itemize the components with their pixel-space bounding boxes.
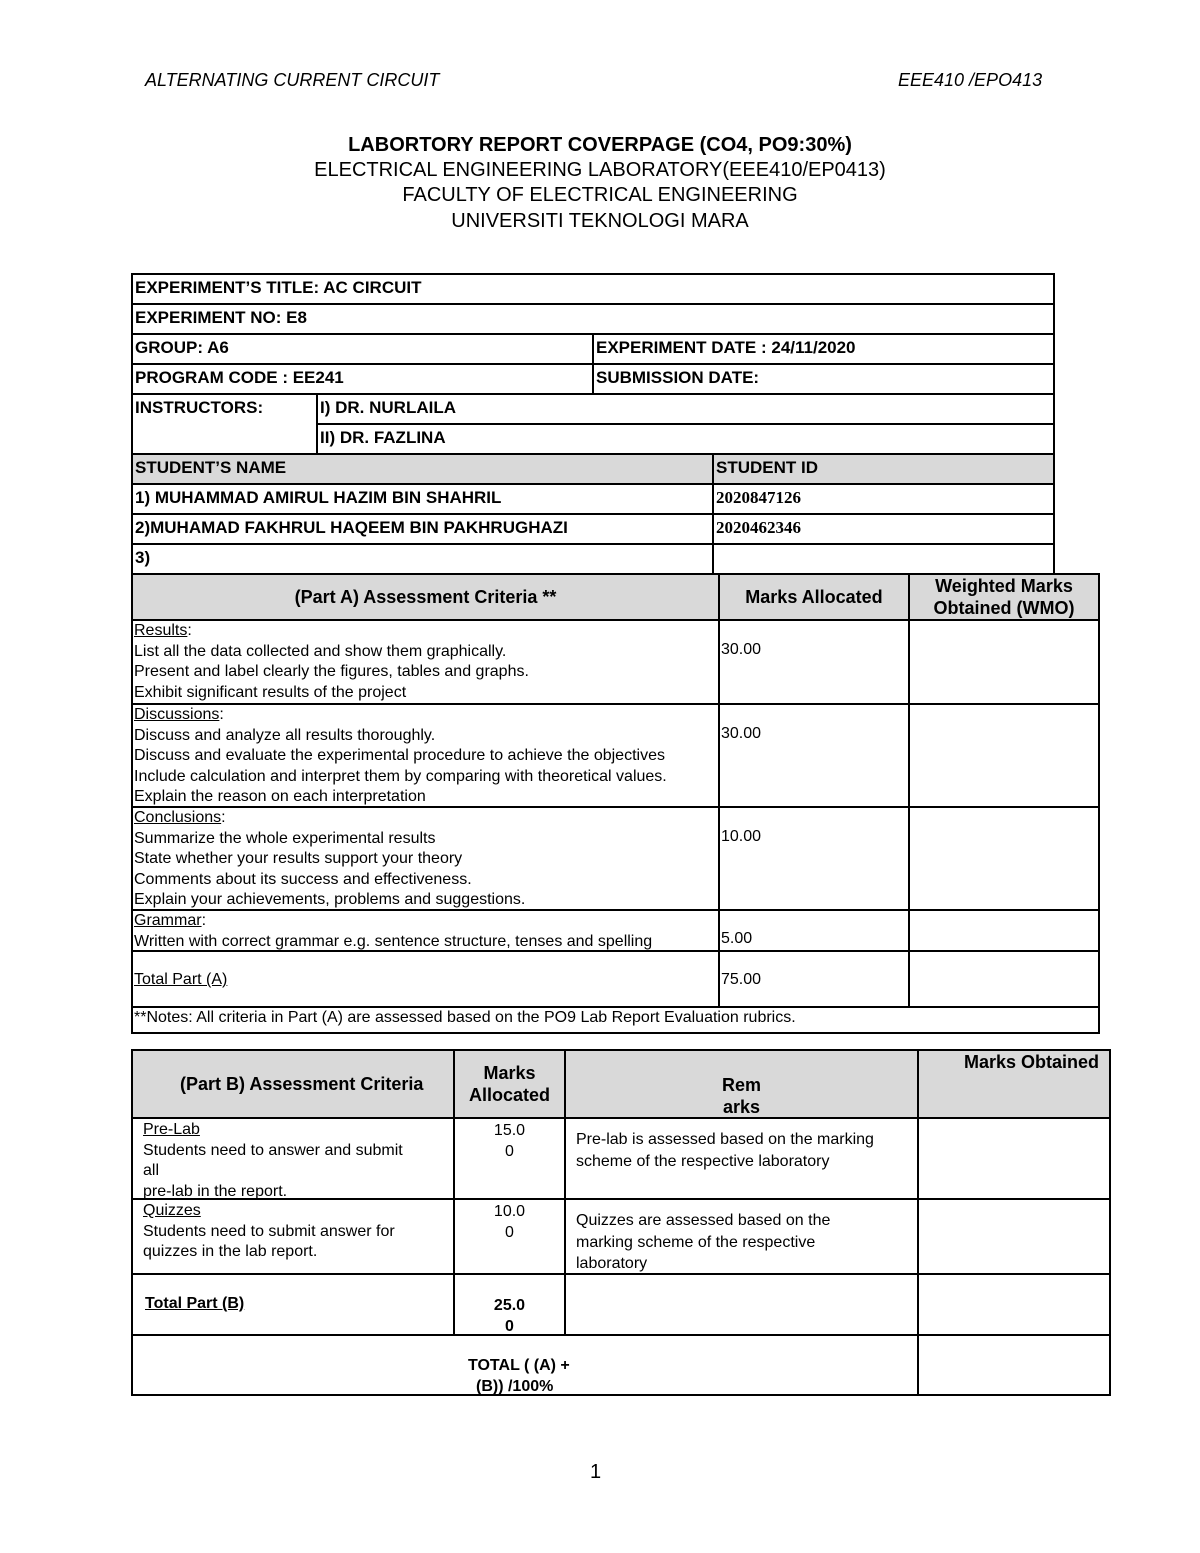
part-a-marks-header: Marks Allocated [718, 573, 910, 621]
experiment-date: EXPERIMENT DATE : 24/11/2020 [592, 333, 1055, 365]
grammar-title: Grammar [134, 912, 202, 929]
experiment-title: EXPERIMENT’S TITLE: AC CIRCUIT [131, 273, 1055, 305]
prelab-line-3: pre-lab in the report. [143, 1182, 288, 1200]
total-part-a-label [131, 950, 720, 1008]
wmo-header-line-2: Obtained (WMO) [933, 598, 1075, 618]
quizzes-title: Quizzes [143, 1202, 201, 1219]
part-a-criteria-header: (Part A) Assessment Criteria ** [131, 573, 720, 621]
quizzes-marks-1: 10.0 [493, 1203, 526, 1220]
grand-total-line-2: (B)) /100% [476, 1378, 554, 1395]
instructors-label: INSTRUCTORS: [131, 393, 318, 455]
discussions-line-1: Discuss and analyze all results thoroughly. [134, 726, 436, 744]
grammar-line-1: Written with correct grammar e.g. sentence structure, tenses and spelling [134, 932, 653, 950]
total-part-b-marks [453, 1273, 566, 1336]
student-3-id [712, 543, 1055, 575]
part-b-criteria-header: (Part B) Assessment Criteria [131, 1049, 455, 1119]
quizzes-marks [453, 1198, 566, 1275]
prelab-title: Pre-Lab [143, 1121, 200, 1138]
total-part-a-wmo[interactable] [908, 950, 1100, 1008]
instructor-1: I) DR. NURLAILA [316, 393, 1055, 425]
conclusions-line-3: Comments about its success and effectiveness. [134, 870, 472, 888]
grammar-wmo[interactable] [908, 909, 1100, 952]
submission-date: SUBMISSION DATE: [592, 363, 1055, 395]
part-a-wmo-header [908, 573, 1100, 621]
discussions-line-2: Discuss and evaluate the experimental procedure to achieve the objectives [134, 747, 665, 764]
conclusions-criteria: Conclusions: Summarize the whole experimental results State whether your results support your theory Comments about its success and effectiveness. Explain your achievements, problems and suggestions. [131, 806, 720, 911]
discussions-line-3: Include calculation and interpret them by comparing with theoretical values. [134, 767, 667, 785]
quizzes-remarks-1: Quizzes are assessed based on the [576, 1212, 831, 1229]
grand-total-obtained[interactable] [917, 1334, 1111, 1396]
part-b-marks-header-1: Marks [483, 1063, 536, 1083]
student-name-header: STUDENT’S NAME [131, 453, 714, 485]
results-marks: 30.00 [718, 619, 910, 705]
results-criteria: Results: List all the data collected and show them graphically. Present and label clearly the figures, tables and graphs. Exhibit significant results of the project [131, 619, 720, 705]
part-b-remarks-header-2: arks [722, 1097, 761, 1117]
group: GROUP: A6 [131, 333, 594, 365]
total-part-a-text: Total Part (A) [134, 971, 228, 988]
conclusions-marks: 10.00 [718, 806, 910, 911]
grand-total-label [131, 1334, 919, 1396]
grand-total-line-1: TOTAL ( (A) + [468, 1357, 570, 1374]
discussions-criteria: Discussions: Discuss and analyze all results thoroughly. Discuss and evaluate the experimental procedure to achieve the objectives Include calculation and interpret them by comparing with theoretical values. Explain the reason on each interpretation [131, 703, 720, 808]
prelab-line-2: all [143, 1162, 160, 1179]
grammar-marks: 5.00 [718, 909, 910, 952]
program-code: PROGRAM CODE : EE241 [131, 363, 594, 395]
faculty-name: FACULTY OF ELECTRICAL ENGINEERING [402, 184, 798, 206]
total-part-b-label [131, 1273, 455, 1336]
conclusions-wmo[interactable] [908, 806, 1100, 911]
prelab-remarks [564, 1117, 919, 1200]
grammar-criteria: Grammar: Written with correct grammar e.g. sentence structure, tenses and spelling [131, 909, 720, 952]
quizzes-line-1: Students need to submit answer for [143, 1222, 395, 1240]
results-line-3: Exhibit significant results of the project [134, 683, 407, 701]
discussions-line-4: Explain the reason on each interpretation [134, 788, 426, 805]
quizzes-line-2: quizzes in the lab report. [143, 1243, 318, 1260]
conclusions-title: Conclusions [134, 809, 222, 826]
running-header-left: ALTERNATING CURRENT CIRCUIT [145, 70, 440, 90]
prelab-criteria [131, 1117, 455, 1200]
student-1-name: 1) MUHAMMAD AMIRUL HAZIM BIN SHAHRIL [131, 483, 714, 515]
part-b-remarks-header [564, 1049, 919, 1119]
prelab-remarks-2: scheme of the respective laboratory [576, 1152, 830, 1170]
student-3-name: 3) [131, 543, 714, 575]
prelab-marks-2: 0 [505, 1143, 514, 1160]
experiment-no: EXPERIMENT NO: E8 [131, 303, 1055, 335]
prelab-marks [453, 1117, 566, 1200]
conclusions-line-1: Summarize the whole experimental results [134, 829, 436, 847]
instructor-2: II) DR. FAZLINA [316, 423, 1055, 455]
lab-name: ELECTRICAL ENGINEERING LABORATORY(EEE410/EP0413) [314, 159, 886, 181]
discussions-title: Discussions [134, 706, 220, 723]
part-a-notes: **Notes: All criteria in Part (A) are assessed based on the PO9 Lab Report Evaluation rubrics. [131, 1006, 1100, 1034]
total-part-b-remarks [564, 1273, 919, 1336]
quizzes-remarks-3: laboratory [576, 1255, 648, 1272]
part-b-remarks-header-1: Rem [721, 1075, 761, 1095]
report-title: LABORTORY REPORT COVERPAGE (CO4, PO9:30%) [348, 134, 852, 156]
prelab-remarks-1: Pre-lab is assessed based on the marking [576, 1131, 874, 1148]
conclusions-line-4: Explain your achievements, problems and suggestions. [134, 891, 526, 908]
total-part-b-obtained[interactable] [917, 1273, 1111, 1336]
results-line-1: List all the data collected and show them graphically. [134, 642, 507, 660]
student-2-name: 2)MUHAMAD FAKHRUL HAQEEM BIN PAKHRUGHAZI [131, 513, 714, 545]
total-part-b-marks-2: 0 [505, 1318, 514, 1335]
discussions-marks: 30.00 [718, 703, 910, 808]
university-name: UNIVERSITI TEKNOLOGI MARA [451, 210, 749, 232]
wmo-header-line-1: Weighted Marks [935, 576, 1073, 596]
results-wmo[interactable] [908, 619, 1100, 705]
prelab-obtained[interactable] [917, 1117, 1111, 1200]
quizzes-remarks-2: marking scheme of the respective [576, 1233, 816, 1251]
conclusions-line-2: State whether your results support your theory [134, 850, 463, 867]
total-part-a-marks: 75.00 [718, 950, 910, 1008]
running-header-right: EEE410 /EPO413 [898, 70, 1043, 90]
discussions-wmo[interactable] [908, 703, 1100, 808]
page-number: 1 [590, 1461, 602, 1483]
part-b-marks-header [453, 1049, 566, 1119]
student-2-id: 2020462346 [712, 513, 1055, 545]
part-b-obtained-header: Marks Obtained [917, 1049, 1111, 1119]
student-id-header: STUDENT ID [712, 453, 1055, 485]
quizzes-marks-2: 0 [505, 1224, 514, 1241]
total-part-b-text: Total Part (B) [145, 1295, 245, 1312]
quizzes-obtained[interactable] [917, 1198, 1111, 1275]
prelab-line-1: Students need to answer and submit [143, 1141, 403, 1159]
prelab-marks-1: 15.0 [493, 1122, 526, 1139]
results-line-2: Present and label clearly the figures, tables and graphs. [134, 663, 529, 680]
total-part-b-marks-1: 25.0 [493, 1297, 526, 1314]
student-1-id: 2020847126 [712, 483, 1055, 515]
results-title: Results [134, 622, 188, 639]
quizzes-remarks [564, 1198, 919, 1275]
part-b-marks-header-2: Allocated [468, 1085, 551, 1105]
quizzes-criteria [131, 1198, 455, 1275]
